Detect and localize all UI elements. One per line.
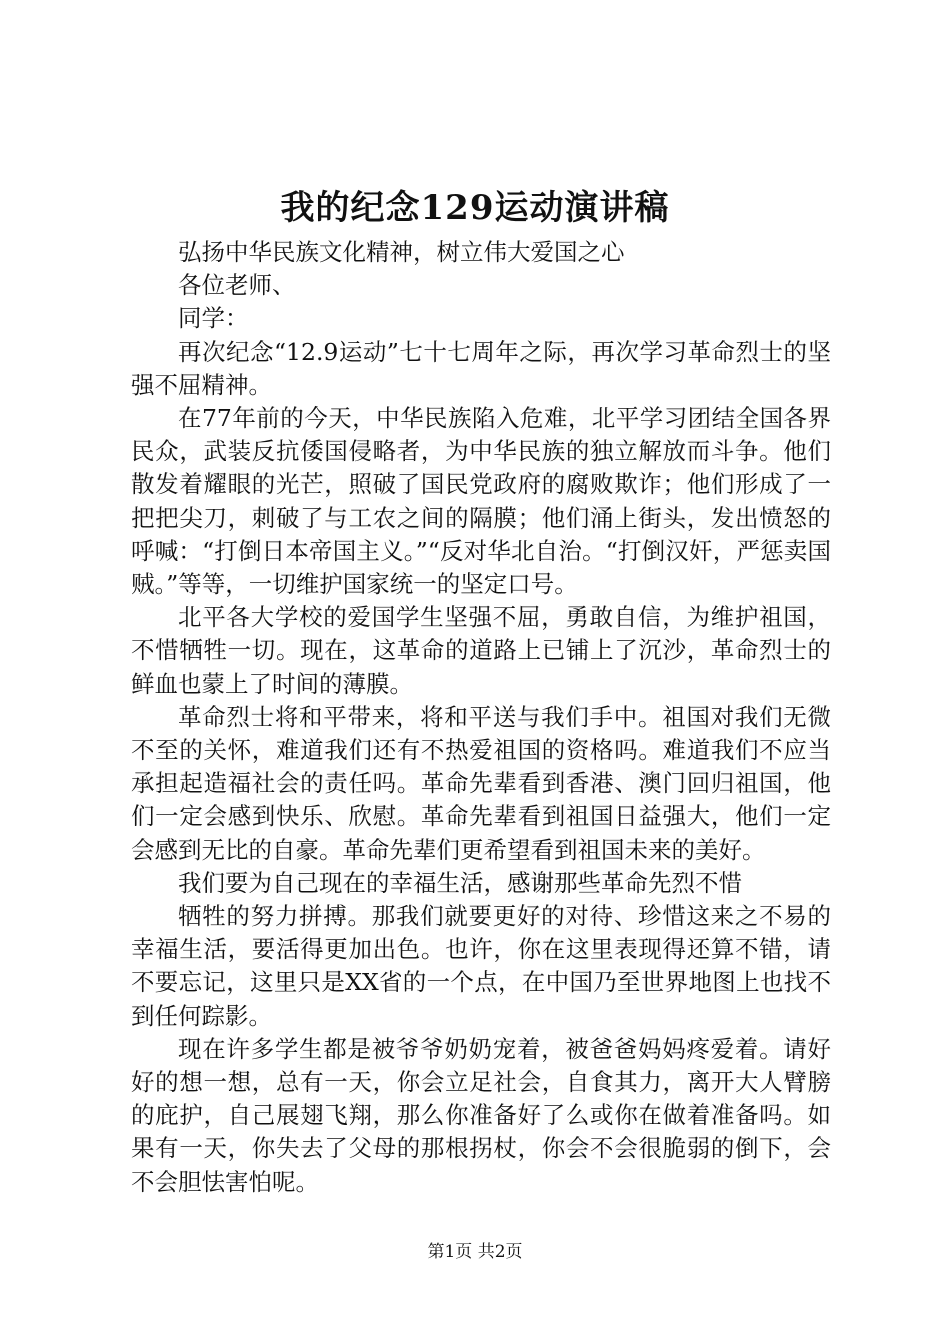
paragraph: 牺牲的努力拼搏。那我们就要更好的对待、珍惜这来之不易的幸福生活，要活得更加出色。也许，你在这里表现得还算不错，请不要忘记，这里只是XX省的一个点，在中国乃至世界地图上也找不到任何踪影。 (131, 902, 831, 1030)
paragraph: 我们要为自己现在的幸福生活，感谢那些革命先烈不惜 (178, 868, 742, 897)
document-title: 我的纪念129运动演讲稿 (280, 188, 670, 228)
document-body (131, 236, 831, 1199)
page-number-footer: 第1页 共2页 (427, 1242, 523, 1262)
paragraph-subtitle: 弘扬中华民族文化精神，树立伟大爱国之心 (178, 238, 625, 266)
paragraph: 在77年前的今天，中华民族陷入危难，北平学习团结全国各界民众，武装反抗倭国侵略者，为中华民族的独立解放而斗争。他们散发着耀眼的光芒，照破了国民党政府的腐败欺诈；他们形成了一把把尖刀，刺破了与工农之间的隔膜；他们涌上街头，发出愤怒的呼喊：“打倒日本帝国主义。”“反对华北自治。“打倒汉奸，严惩卖国贼。”等等，一切维护国家统一的坚定口号。 (131, 404, 831, 599)
paragraph: 北平各大学校的爱国学生坚强不屈，勇敢自信，为维护祖国，不惜牺牲一切。现在，这革命的道路上已铺上了沉沙，革命烈士的鲜血也蒙上了时间的薄膜。 (131, 603, 831, 698)
paragraph-salutation: 各位老师、 (178, 271, 296, 300)
paragraph: 再次纪念“12.9运动”七十七周年之际，再次学习革命烈士的坚强不屈精神。 (131, 337, 831, 399)
paragraph-salutation-2: 同学： (178, 304, 249, 333)
paragraph: 革命烈士将和平带来，将和平送与我们手中。祖国对我们无微不至的关怀，难道我们还有不热爱祖国的资格吗。难道我们不应当承担起造福社会的责任吗。革命先辈看到香港、澳门回归祖国，他们一定会感到快乐、欣慰。革命先辈看到祖国日益强大，他们一定会感到无比的自豪。革命先辈们更希望看到祖国未来的美好。 (131, 702, 831, 864)
paragraph: 现在许多学生都是被爷爷奶奶宠着，被爸爸妈妈疼爱着。请好好的想一想，总有一天，你会立足社会，自食其力，离开大人臂膀的庇护，自己展翅飞翔，那么你准备好了么或你在做着准备吗。如果有一天，你失去了父母的那根拐杖，你会不会很脆弱的倒下，会不会胆怯害怕呢。 (131, 1034, 831, 1196)
